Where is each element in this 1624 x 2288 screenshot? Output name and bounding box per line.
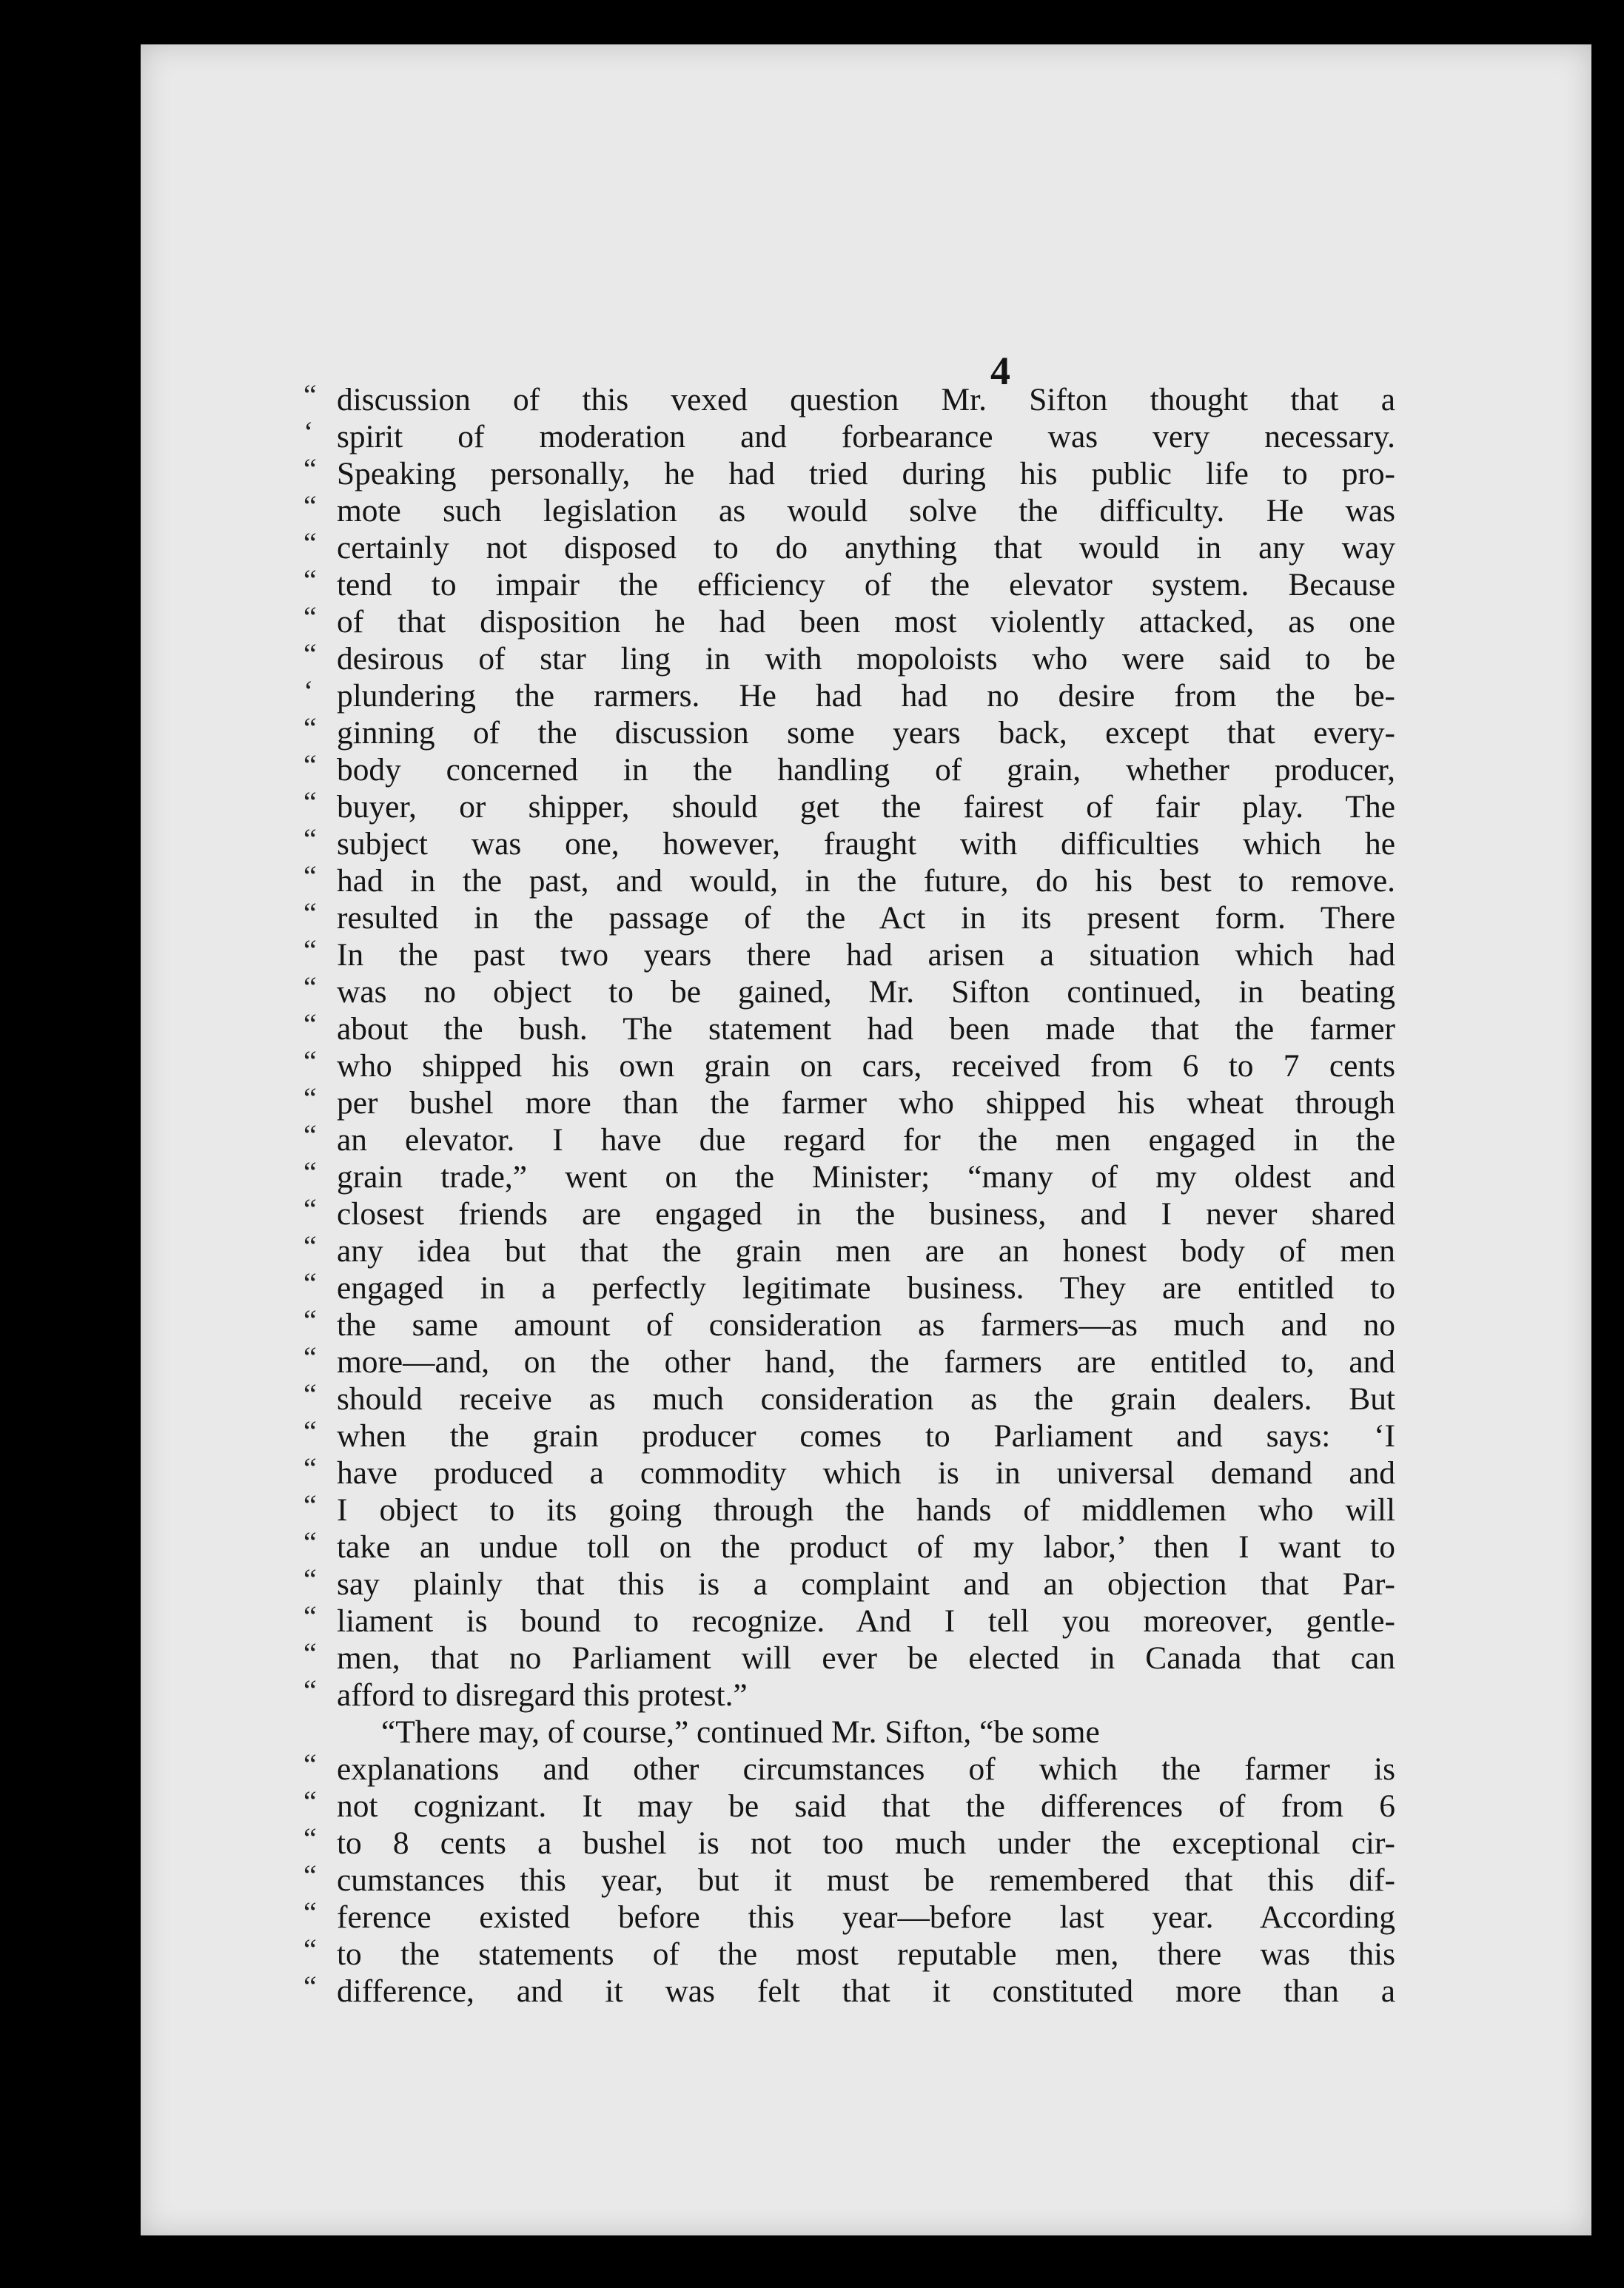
quote-mark: “	[303, 452, 317, 486]
text-line	[303, 1155, 1395, 1195]
line-text: mote such legislation as would solve the difficulty. He was	[337, 493, 1395, 529]
line-text: ginning of the discussion some years back, except that every-	[337, 715, 1395, 751]
line-text: not cognizant. It may be said that the differences of from 6	[337, 1788, 1395, 1824]
quote-mark: “	[303, 1896, 317, 1929]
quote-mark: “	[303, 785, 317, 819]
text-line	[303, 1081, 1395, 1121]
text-line	[303, 711, 1395, 751]
line-text: ference existed before this year—before last year. According	[337, 1899, 1395, 1935]
line-text: buyer, or shipper, should get the fairest of fair play. The	[337, 789, 1395, 825]
text-line	[303, 1785, 1395, 1825]
text-line	[303, 1970, 1395, 2010]
quote-mark: “	[303, 1637, 317, 1670]
quote-mark: “	[303, 748, 317, 782]
line-text: spirit of moderation and forbearance was very necessary.	[337, 419, 1395, 454]
line-text: any idea but that the grain men are an honest body of men	[337, 1233, 1395, 1269]
quote-mark: “	[303, 1970, 317, 2003]
text-line	[303, 896, 1395, 936]
line-text: explanations and other circumstances of which the farmer is	[337, 1751, 1395, 1787]
text-line	[303, 1674, 1395, 1714]
line-text: discussion of this vexed question Mr. Sifton thought that a	[337, 382, 1395, 417]
quote-mark: “	[303, 896, 317, 930]
quote-mark: “	[303, 600, 317, 634]
line-text: desirous of star ling in with mopoloists who were said to be	[337, 641, 1395, 677]
text-line	[303, 785, 1395, 825]
quote-mark: “	[303, 1081, 317, 1115]
text-line	[303, 1304, 1395, 1343]
quote-mark: “	[303, 563, 317, 597]
text-line	[303, 378, 1395, 418]
text-line	[303, 1378, 1395, 1418]
quote-mark: “	[303, 1267, 317, 1300]
quote-mark: “	[303, 637, 317, 671]
line-text: of that disposition he had been most violently attacked, as one	[337, 604, 1395, 640]
line-text: was no object to be gained, Mr. Sifton continued, in beating	[337, 974, 1395, 1010]
quote-mark: “	[303, 1192, 317, 1226]
text-line	[303, 1007, 1395, 1047]
quote-mark: “	[303, 1526, 317, 1559]
text-line	[303, 822, 1395, 862]
line-text: plundering the rarmers. He had had no desire from the be-	[337, 678, 1395, 714]
line-text: cumstances this year, but it must be remembered that this dif-	[337, 1862, 1395, 1898]
body-text	[303, 378, 1395, 2010]
text-line	[303, 1563, 1395, 1603]
text-line	[303, 1600, 1395, 1640]
line-text: to the statements of the most reputable men, there was this	[337, 1936, 1395, 1972]
quote-mark: “	[303, 1859, 317, 1892]
quote-mark: “	[303, 1155, 317, 1189]
text-line	[303, 1859, 1395, 1899]
quote-mark: “	[303, 822, 317, 856]
text-line	[303, 674, 1395, 714]
line-text: afford to disregard this protest.”	[337, 1677, 748, 1713]
line-text: have produced a commodity which is in universal demand and	[337, 1455, 1395, 1491]
text-line	[303, 1192, 1395, 1232]
line-text: should receive as much consideration as the grain dealers. But	[337, 1381, 1395, 1417]
quote-mark: “	[303, 1933, 317, 1966]
text-line	[303, 1229, 1395, 1269]
line-text: liament is bound to recognize. And I tell you moreover, gentle-	[337, 1603, 1395, 1639]
quote-mark: “	[303, 1563, 317, 1596]
line-text: certainly not disposed to do anything that would in any way	[337, 530, 1395, 566]
line-text: take an undue toll on the product of my labor,’ then I want to	[337, 1529, 1395, 1565]
text-line	[303, 526, 1395, 566]
quote-mark: “	[303, 933, 317, 967]
line-text: subject was one, however, fraught with difficulties which he	[337, 826, 1395, 862]
page-number: 4	[990, 349, 1010, 393]
text-line	[303, 452, 1395, 492]
text-line	[303, 1526, 1395, 1566]
line-text: “There may, of course,” continued Mr. Sifton, “be some	[381, 1714, 1100, 1750]
text-line	[303, 933, 1395, 973]
line-text: the same amount of consideration as farmers—as much and no	[337, 1307, 1395, 1343]
line-text: In the past two years there had arisen a situation which had	[337, 937, 1395, 973]
quote-mark: “	[303, 1452, 317, 1485]
quote-mark: “	[303, 1304, 317, 1337]
text-line	[303, 600, 1395, 640]
text-line	[303, 1415, 1395, 1455]
text-line	[303, 1637, 1395, 1677]
line-text: grain trade,” went on the Minister; “many of my oldest and	[337, 1159, 1395, 1195]
line-text: resulted in the passage of the Act in its present form. There	[337, 900, 1395, 936]
line-text: closest friends are engaged in the business, and I never shared	[337, 1196, 1395, 1232]
line-text: engaged in a perfectly legitimate business. They are entitled to	[337, 1270, 1395, 1306]
quote-mark: ‘	[303, 415, 314, 449]
line-text: had in the past, and would, in the future, do his best to remove.	[337, 863, 1395, 899]
quote-mark: “	[303, 970, 317, 1004]
quote-mark: “	[303, 1822, 317, 1855]
quote-mark: ‘	[303, 674, 314, 708]
quote-mark: “	[303, 711, 317, 745]
line-text: per bushel more than the farmer who shipped his wheat through	[337, 1085, 1395, 1121]
quote-mark: “	[303, 1378, 317, 1411]
text-line	[303, 1341, 1395, 1380]
line-text: difference, and it was felt that it constituted more than a	[337, 1973, 1395, 2009]
text-line	[303, 1896, 1395, 1936]
text-line	[303, 1118, 1395, 1158]
quote-mark: “	[303, 1785, 317, 1818]
quote-mark: “	[303, 1600, 317, 1633]
text-line	[303, 1933, 1395, 1973]
text-line	[303, 970, 1395, 1010]
quote-mark: “	[303, 1341, 317, 1374]
quote-mark: “	[303, 1674, 317, 1707]
line-text: say plainly that this is a complaint and an objection that Par-	[337, 1566, 1395, 1602]
quote-mark: “	[303, 1748, 317, 1781]
text-line	[303, 1822, 1395, 1862]
text-line	[303, 859, 1395, 899]
quote-mark: “	[303, 859, 317, 893]
line-text: to 8 cents a bushel is not too much under the exceptional cir-	[337, 1825, 1395, 1861]
text-line	[303, 489, 1395, 529]
line-text: body concerned in the handling of grain, whether producer,	[337, 752, 1395, 788]
text-line	[303, 1267, 1395, 1306]
text-line	[303, 563, 1395, 603]
quote-mark: “	[303, 1118, 317, 1152]
line-text: Speaking personally, he had tried during his public life to pro-	[337, 456, 1395, 492]
line-text: more—and, on the other hand, the farmers are entitled to, and	[337, 1344, 1395, 1380]
line-text: men, that no Parliament will ever be elected in Canada that can	[337, 1640, 1395, 1676]
quote-mark: “	[303, 1007, 317, 1041]
line-text: I object to its going through the hands of middlemen who will	[337, 1492, 1395, 1528]
text-line	[303, 637, 1395, 677]
quote-mark: “	[303, 526, 317, 560]
text-line	[303, 1748, 1395, 1788]
quote-mark: “	[303, 1415, 317, 1448]
line-text: when the grain producer comes to Parliament and says: ‘I	[337, 1418, 1395, 1454]
text-line	[303, 748, 1395, 788]
line-text: about the bush. The statement had been made that the farmer	[337, 1011, 1395, 1047]
text-line	[337, 1714, 1395, 1751]
line-text: tend to impair the efficiency of the elevator system. Because	[337, 567, 1395, 603]
text-line	[303, 415, 1395, 455]
quote-mark: “	[303, 378, 317, 412]
text-line	[303, 1452, 1395, 1492]
text-line	[303, 1044, 1395, 1084]
text-line	[303, 1489, 1395, 1529]
quote-mark: “	[303, 1229, 317, 1263]
quote-mark: “	[303, 1489, 317, 1522]
quote-mark: “	[303, 1044, 317, 1078]
line-text: an elevator. I have due regard for the men engaged in the	[337, 1122, 1395, 1158]
quote-mark: “	[303, 489, 317, 523]
line-text: who shipped his own grain on cars, received from 6 to 7 cents	[337, 1048, 1395, 1084]
